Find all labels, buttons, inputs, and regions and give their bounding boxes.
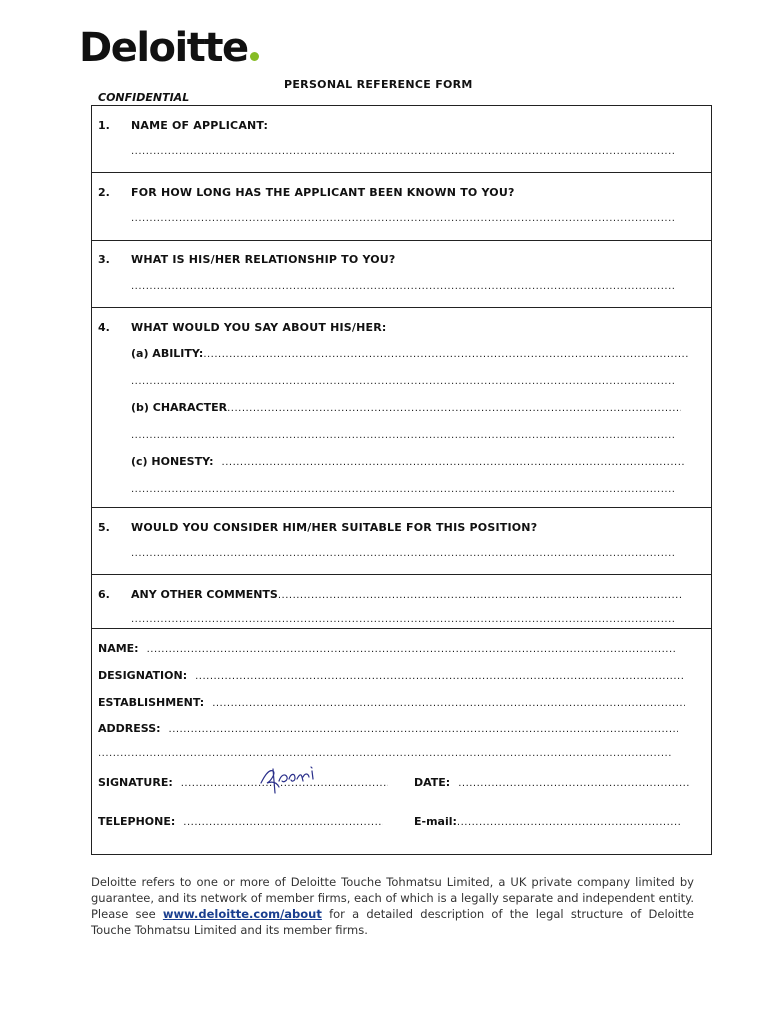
deloitte-about-link[interactable]: www.deloitte.com/about (162, 907, 322, 921)
designation-label: DESIGNATION: (98, 669, 188, 682)
answer-line[interactable] (131, 146, 675, 158)
ability-line[interactable] (203, 349, 689, 360)
address-line-2[interactable] (98, 748, 672, 760)
date-label: DATE: (414, 776, 451, 789)
section-question: WOULD YOU CONSIDER HIM/HER SUITABLE FOR THIS POSITION? (131, 521, 538, 534)
telephone-row (98, 815, 383, 828)
section-number: 2. (98, 186, 110, 199)
section-number: 1. (98, 119, 110, 132)
answer-line[interactable] (131, 213, 675, 225)
address-line[interactable] (169, 724, 678, 735)
logo-dot (250, 52, 259, 61)
email-label: E-mail: (414, 815, 457, 828)
section-question: WHAT IS HIS/HER RELATIONSHIP TO YOU? (131, 253, 396, 266)
section-number: 4. (98, 321, 110, 334)
section-number: 3. (98, 253, 110, 266)
email-line[interactable] (457, 817, 680, 828)
section-number: 6. (98, 588, 110, 601)
character-row (131, 401, 681, 414)
character-line-2[interactable] (131, 430, 675, 442)
deloitte-logo: Deloitte (79, 28, 259, 68)
section-question: WHAT WOULD YOU SAY ABOUT HIS/HER: (131, 321, 387, 334)
signature-label: SIGNATURE: (98, 776, 173, 789)
referee-name-row (98, 642, 676, 655)
comments-row (98, 588, 683, 601)
section-4 (92, 308, 711, 508)
section-number: 5. (98, 521, 110, 534)
establishment-line[interactable] (212, 698, 685, 709)
address-label: ADDRESS: (98, 722, 161, 735)
comments-label: ANY OTHER COMMENTS (131, 588, 278, 601)
form-title: PERSONAL REFERENCE FORM (284, 78, 473, 91)
comments-line-2[interactable] (131, 614, 675, 626)
comments-line[interactable] (278, 590, 683, 601)
honesty-label: (c) HONESTY: (131, 455, 214, 468)
telephone-line[interactable] (183, 817, 383, 828)
section-5 (92, 508, 711, 575)
section-question: FOR HOW LONG HAS THE APPLICANT BEEN KNOWN TO YOU? (131, 186, 515, 199)
referee-name-label: NAME: (98, 642, 139, 655)
honesty-line-2[interactable] (131, 484, 675, 496)
establishment-row (98, 696, 685, 709)
honesty-row (131, 455, 684, 468)
form-box (91, 105, 712, 855)
section-question: NAME OF APPLICANT: (131, 119, 269, 132)
referee-name-line[interactable] (147, 644, 676, 655)
honesty-line[interactable] (222, 457, 684, 468)
section-6 (92, 575, 711, 629)
email-row (414, 815, 680, 828)
date-line[interactable] (458, 778, 689, 789)
designation-row (98, 669, 685, 682)
address-row (98, 722, 678, 735)
confidential-label: CONFIDENTIAL (98, 91, 190, 104)
signature-row (98, 776, 388, 789)
date-row (414, 776, 689, 789)
ability-line-2[interactable] (131, 376, 675, 388)
establishment-label: ESTABLISHMENT: (98, 696, 205, 709)
section-3 (92, 241, 711, 308)
legal-footer: Deloitte refers to one or more of Deloitte Touche Tohmatsu Limited, a UK private company limited by guarantee, and its network of member firms, each of which is a legally separate and independent entity. Please see www.deloitte.com/about for a detailed description of the legal structure of Deloitte Touche Tohmatsu Limited and its member firms. (91, 875, 694, 937)
designation-line[interactable] (195, 671, 685, 682)
ability-row (131, 347, 689, 360)
section-2 (92, 173, 711, 241)
ability-label: (a) ABILITY: (131, 347, 204, 360)
handwritten-signature (257, 761, 317, 795)
character-label: (b) CHARACTER (131, 401, 228, 414)
answer-line[interactable] (131, 548, 675, 560)
answer-line[interactable] (131, 281, 675, 293)
character-line[interactable] (227, 403, 681, 414)
section-1 (92, 106, 711, 173)
telephone-label: TELEPHONE: (98, 815, 176, 828)
